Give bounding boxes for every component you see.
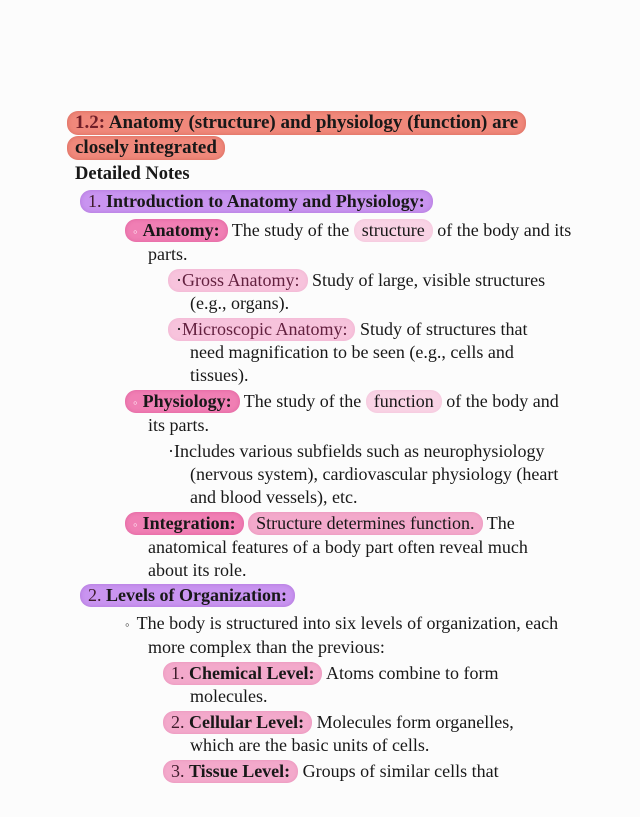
bullet-microscopic-anatomy xyxy=(67,318,572,387)
circle-bullet-icon: ◦ xyxy=(125,617,130,632)
tissue-level-number: 3. xyxy=(171,761,185,781)
circle-bullet-icon: ◦ xyxy=(133,224,138,239)
bullet-anatomy xyxy=(67,219,572,266)
section-1-number: 1. xyxy=(88,191,102,211)
anatomy-text-b: of the body and its parts. xyxy=(148,220,572,264)
circle-bullet-icon: ◦ xyxy=(133,395,138,410)
section-1-heading: Introduction to Anatomy and Physiology: xyxy=(106,191,425,211)
cellular-level-term: Cellular Level: xyxy=(189,712,305,732)
bullet-integration xyxy=(67,512,572,582)
dot-bullet-icon: · xyxy=(176,270,182,290)
physiology-text-b: of the body and its parts. xyxy=(148,391,559,435)
subtitle-detailed-notes: Detailed Notes xyxy=(75,164,190,184)
physiology-text-a: The study of the xyxy=(239,391,366,411)
microscopic-anatomy-term: Microscopic Anatomy: xyxy=(182,319,348,339)
section-2-number: 2. xyxy=(88,585,102,605)
anatomy-term-highlight xyxy=(125,219,228,242)
circle-bullet-icon: ◦ xyxy=(133,517,138,532)
page-title-line1 xyxy=(67,110,572,135)
integration-term: Integration: xyxy=(142,513,236,533)
tissue-level-highlight xyxy=(163,760,298,783)
physiology-term-highlight xyxy=(125,390,240,413)
section-2-heading-row xyxy=(80,584,572,607)
section-1-heading-row xyxy=(80,190,572,213)
cellular-level-text: Molecules form organelles, which are the basic units of cells. xyxy=(190,712,514,755)
title-text-line2: closely integrated xyxy=(75,137,217,158)
integration-text: The anatomical features of a body part often reveal much about its role. xyxy=(148,513,528,580)
gross-anatomy-term: Gross Anatomy: xyxy=(182,270,300,290)
bullet-includes-subfields xyxy=(67,440,572,509)
tissue-level-text: Groups of similar cells that xyxy=(298,761,499,781)
cellular-level-highlight xyxy=(163,711,312,734)
chemical-level-term: Chemical Level: xyxy=(189,663,315,683)
microscopic-anatomy-text: Study of structures that need magnification to be seen (e.g., cells and tissues). xyxy=(190,319,528,385)
bullet-gross-anatomy xyxy=(67,269,572,315)
gross-anatomy-highlight xyxy=(168,269,308,292)
dot-bullet-icon: · xyxy=(168,441,174,461)
title-number: 1.2: xyxy=(75,112,106,133)
includes-text: Includes various subfields such as neurophysiology (nervous system), cardiovascular physiology (heart and blood vessels), etc. xyxy=(174,441,559,507)
chemical-level-text: Atoms combine to form molecules. xyxy=(190,663,499,706)
gross-anatomy-text: Study of large, visible structures (e.g., organs). xyxy=(190,270,546,313)
title-highlight-line1 xyxy=(67,111,526,135)
level-item-chemical xyxy=(67,662,572,708)
level-item-tissue xyxy=(67,760,572,783)
bullet-levels-overview xyxy=(67,612,572,659)
dot-bullet-icon: · xyxy=(176,319,182,339)
structure-word-highlight: structure xyxy=(354,219,433,242)
section-2-heading: Levels of Organization: xyxy=(106,585,287,605)
physiology-term: Physiology: xyxy=(142,391,232,411)
page-title-line2 xyxy=(67,135,572,160)
title-highlight-line2 xyxy=(67,136,225,160)
microscopic-anatomy-highlight xyxy=(168,318,355,341)
structure-determines-function-highlight: Structure determines function. xyxy=(248,512,482,535)
cellular-level-number: 2. xyxy=(171,712,185,732)
function-word-highlight: function xyxy=(366,390,442,413)
section-1-highlight xyxy=(80,190,433,213)
integration-term-highlight xyxy=(125,512,244,535)
bullet-physiology xyxy=(67,390,572,437)
levels-overview-text: The body is structured into six levels of organization, each more complex than the previous: xyxy=(136,613,559,657)
anatomy-text-a: The study of the xyxy=(227,220,354,240)
level-item-cellular xyxy=(67,711,572,757)
title-text-line1: Anatomy (structure) and physiology (function) are xyxy=(105,112,519,133)
chemical-level-highlight xyxy=(163,662,322,685)
anatomy-term: Anatomy: xyxy=(142,220,220,240)
tissue-level-term: Tissue Level: xyxy=(189,761,291,781)
section-2-highlight xyxy=(80,584,295,607)
chemical-level-number: 1. xyxy=(171,663,185,683)
